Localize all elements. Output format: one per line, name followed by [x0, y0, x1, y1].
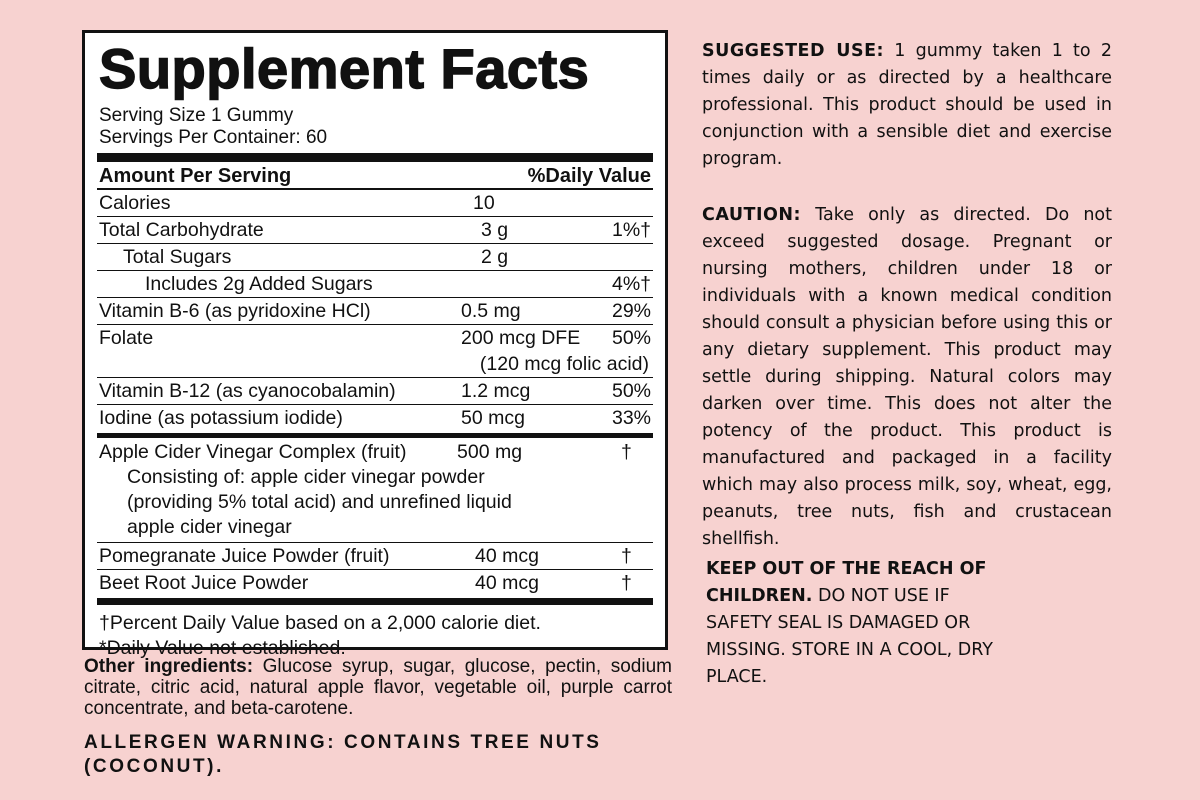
nutrient-name: Calories [99, 192, 171, 214]
serving-size: Serving Size 1 Gummy [99, 105, 294, 126]
keep-out-label: KEEP OUT OF THE REACH OF CHILDREN. [706, 559, 987, 606]
ingredient-name: Pomegranate Juice Powder (fruit) [99, 545, 390, 567]
nutrient-amount: 10 [473, 192, 495, 214]
nutrient-amount: 1.2 mcg [461, 380, 531, 402]
other-ingredients [84, 656, 672, 719]
nutrient-dv: 1%† [611, 219, 651, 241]
divider-thick [97, 153, 653, 162]
caution-text: Take only as directed. Do not exceed suggested dosage. Pregnant or nursing mothers, children under 18 or individuals with a known medical condition should consult a physician before using this or any dietary supplement. This product may settle during shipping. Natural colors may darken over time. This does not alter the potency of the product. This product is manufactured and packaged in a facility which may also process milk, soy, wheat, egg, peanuts, tree nuts, fish and crustacean shellfish. [702, 205, 1112, 549]
nutrient-amount: 200 mcg DFE [461, 327, 581, 349]
ingredient-dv: † [621, 545, 632, 567]
ingredient-detail-line: apple cider vinegar [127, 516, 292, 538]
nutrient-name: Total Sugars [123, 246, 232, 268]
facts-title: Supplement Facts [99, 37, 590, 100]
nutrient-row-calories [97, 190, 653, 217]
supplement-facts-panel [82, 30, 668, 659]
nutrient-dv: 50% [611, 327, 651, 349]
nutrient-row-folate [97, 325, 653, 378]
suggested-use-label: SUGGESTED USE: [702, 41, 885, 61]
nutrient-amount: 0.5 mg [461, 300, 521, 322]
suggested-use [702, 38, 1112, 173]
ingredient-name: Beet Root Juice Powder [99, 572, 309, 594]
ingredient-dv: † [621, 441, 632, 463]
ingredient-row-pomegranate [97, 543, 653, 570]
ingredient-amount: 40 mcg [475, 545, 539, 567]
nutrient-amount: 50 mcg [461, 407, 525, 429]
caution [702, 202, 1112, 553]
nutrient-amount: 3 g [481, 219, 509, 241]
divider-thick [97, 598, 653, 605]
nutrient-row-added-sugars [97, 271, 653, 298]
ingredient-detail-line: (providing 5% total acid) and unrefined liquid [127, 491, 512, 513]
ingredient-dv: † [621, 572, 632, 594]
header-amount: Amount Per Serving [99, 165, 292, 187]
servings-per-container: Servings Per Container: 60 [99, 127, 328, 148]
footnote-daily-value: †Percent Daily Value based on a 2,000 calorie diet. [99, 612, 541, 634]
ingredient-detail-line: Consisting of: apple cider vinegar powder [127, 466, 485, 488]
nutrient-dv: 33% [611, 407, 651, 429]
ingredient-row-apple-cider-vinegar [97, 438, 653, 543]
ingredient-name: Apple Cider Vinegar Complex (fruit) [99, 441, 407, 463]
nutrient-dv: 50% [611, 380, 651, 402]
nutrient-name: Total Carbohydrate [99, 219, 264, 241]
suggested-use-text: 1 gummy taken 1 to 2 times daily or as directed by a healthcare professional. This product should be used in conjunction with a sensible diet and exercise program. [702, 41, 1112, 169]
nutrient-row-vitamin-b12 [97, 378, 653, 405]
nutrient-dv: 4%† [611, 273, 651, 295]
other-ingredients-text: Glucose syrup, sugar, glucose, pectin, sodium citrate, citric acid, natural apple flavor, vegetable oil, purple carrot concentrate, and beta-carotene. [84, 656, 672, 719]
nutrient-row-sugars [97, 244, 653, 271]
nutrient-name: Iodine (as potassium iodide) [99, 407, 343, 429]
facts-header-row [97, 164, 653, 190]
nutrient-row-iodine [97, 405, 653, 431]
caution-label: CAUTION: [702, 205, 802, 225]
keep-out-of-reach [706, 556, 996, 691]
nutrient-row-carbohydrate [97, 217, 653, 244]
nutrient-dv: 29% [611, 300, 651, 322]
keep-out-text: DO NOT USE IF SAFETY SEAL IS DAMAGED OR MISSING. STORE IN A COOL, DRY PLACE. [706, 586, 993, 687]
nutrient-row-vitamin-b6 [97, 298, 653, 325]
ingredient-amount: 40 mcg [475, 572, 539, 594]
ingredient-amount: 500 mg [457, 441, 523, 463]
header-daily-value: %Daily Value [527, 165, 651, 187]
nutrient-name: Vitamin B-12 (as cyanocobalamin) [99, 380, 396, 402]
ingredient-row-beet-root [97, 570, 653, 596]
nutrient-name: Includes 2g Added Sugars [145, 273, 373, 295]
allergen-warning: ALLERGEN WARNING: CONTAINS TREE NUTS (COCONUT). [84, 732, 602, 777]
nutrient-amount: 2 g [481, 246, 509, 268]
other-ingredients-label: Other ingredients: [84, 656, 254, 677]
footnote-not-established: *Daily Value not established. [99, 637, 346, 659]
nutrient-amount-secondary: (120 mcg folic acid) [479, 353, 649, 375]
nutrient-name: Vitamin B-6 (as pyridoxine HCl) [99, 300, 371, 322]
nutrient-name: Folate [99, 327, 154, 349]
